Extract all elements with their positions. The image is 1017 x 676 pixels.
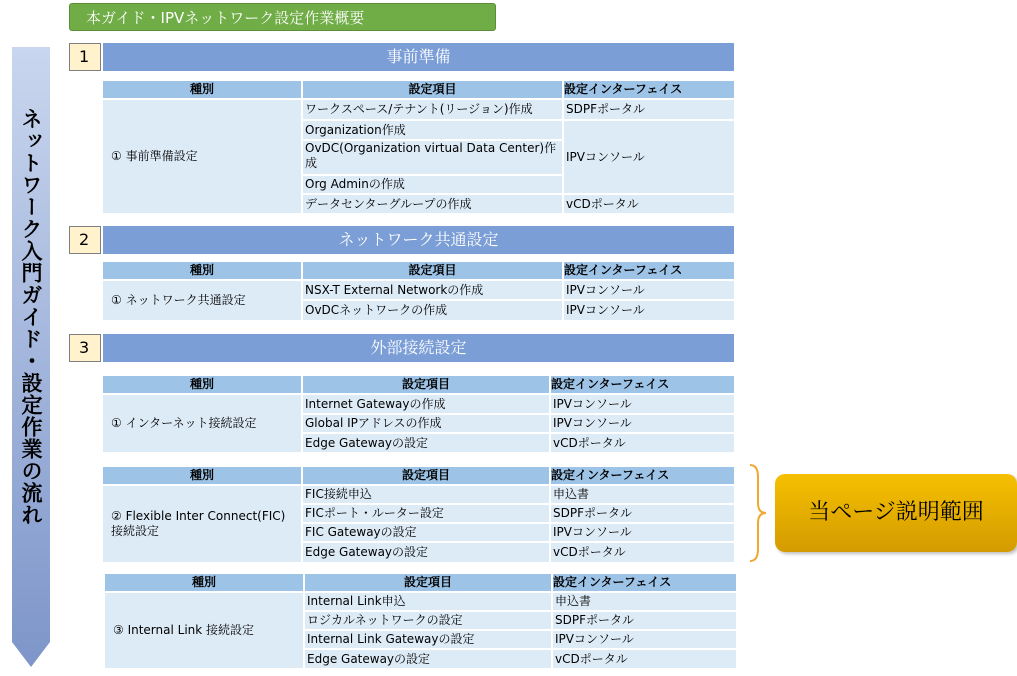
section-title: 事前準備 <box>103 43 734 71</box>
interface-cell: 申込書 <box>551 486 734 503</box>
right-brace-icon <box>748 463 768 563</box>
interface-cell: SDPFポータル <box>551 505 734 522</box>
item-cell: FIC接続申込 <box>303 486 549 503</box>
item-cell: Internet Gatewayの作成 <box>303 395 549 413</box>
interface-cell: IPVコンソール <box>564 301 734 320</box>
col-item-header: 設定項目 <box>303 262 562 279</box>
interface-cell: IPVコンソール <box>551 415 734 432</box>
section-title: 外部接続設定 <box>103 334 734 362</box>
interface-cell: vCDポータル <box>551 434 734 452</box>
section-title: ネットワーク共通設定 <box>103 226 734 254</box>
item-cell: NSX-T External Networkの作成 <box>303 281 562 299</box>
kind-cell: ③ Internal Link 接続設定 <box>105 593 303 668</box>
item-cell: Org Adminの作成 <box>303 176 562 193</box>
col-item-header: 設定項目 <box>303 376 549 393</box>
section-1-header <box>69 43 734 71</box>
col-kind-header: 種別 <box>105 574 303 591</box>
item-cell: OvDCネットワークの作成 <box>303 301 562 320</box>
col-interface-header: 設定インターフェイス <box>564 262 734 279</box>
col-kind-header: 種別 <box>103 376 301 393</box>
item-cell: Internal Link Gatewayの設定 <box>305 631 551 648</box>
col-interface-header: 設定インターフェイス <box>551 376 734 393</box>
col-item-header: 設定項目 <box>305 574 551 591</box>
interface-cell: vCDポータル <box>564 195 734 213</box>
interface-cell: vCDポータル <box>551 543 734 562</box>
section-2-header <box>69 226 734 254</box>
interface-cell: IPVコンソール <box>551 395 734 413</box>
interface-cell: 申込書 <box>553 593 736 610</box>
col-kind-header: 種別 <box>103 262 301 279</box>
kind-cell: ① インターネット接続設定 <box>103 395 301 452</box>
col-kind-header: 種別 <box>103 467 301 484</box>
item-cell: OvDC(Organization virtual Data Center)作成 <box>303 141 562 174</box>
col-item-header: 設定項目 <box>303 81 562 98</box>
kind-cell: ① 事前準備設定 <box>103 100 301 213</box>
col-interface-header: 設定インターフェイス <box>551 467 734 484</box>
page-banner: 本ガイド・IPVネットワーク設定作業概要 <box>69 3 496 31</box>
item-cell: ワークスペース/テナント(リージョン)作成 <box>303 100 562 119</box>
kind-cell: ② Flexible Inter Connect(FIC)接続設定 <box>103 486 301 562</box>
item-cell: データセンターグループの作成 <box>303 195 562 213</box>
interface-cell: vCDポータル <box>553 650 736 668</box>
item-cell: Edge Gatewayの設定 <box>303 543 549 562</box>
interface-cell: SDPFポータル <box>553 612 736 629</box>
col-interface-header: 設定インターフェイス <box>564 81 734 98</box>
col-item-header: 設定項目 <box>303 467 549 484</box>
interface-cell: IPVコンソール <box>564 121 734 193</box>
item-cell: FIC Gatewayの設定 <box>303 524 549 541</box>
scope-callout: 当ページ説明範囲 <box>775 474 1017 552</box>
interface-cell: IPVコンソール <box>551 524 734 541</box>
item-cell: Global IPアドレスの作成 <box>303 415 549 432</box>
item-cell: FICポート・ルーター設定 <box>303 505 549 522</box>
item-cell: Internal Link申込 <box>305 593 551 610</box>
section-number: 3 <box>69 334 101 362</box>
interface-cell: IPVコンソール <box>553 631 736 648</box>
col-interface-header: 設定インターフェイス <box>553 574 736 591</box>
interface-cell: IPVコンソール <box>564 281 734 299</box>
item-cell: Edge Gatewayの設定 <box>303 434 549 452</box>
flow-label: ネットワーク入門ガイド・設定作業の流れ <box>19 108 43 526</box>
section-3-header <box>69 334 734 362</box>
item-cell: ロジカルネットワークの設定 <box>305 612 551 629</box>
kind-cell: ① ネットワーク共通設定 <box>103 281 301 320</box>
item-cell: Organization作成 <box>303 121 562 139</box>
section-number: 1 <box>69 43 101 71</box>
col-kind-header: 種別 <box>103 81 301 98</box>
section-number: 2 <box>69 226 101 254</box>
item-cell: Edge Gatewayの設定 <box>305 650 551 668</box>
interface-cell: SDPFポータル <box>564 100 734 119</box>
